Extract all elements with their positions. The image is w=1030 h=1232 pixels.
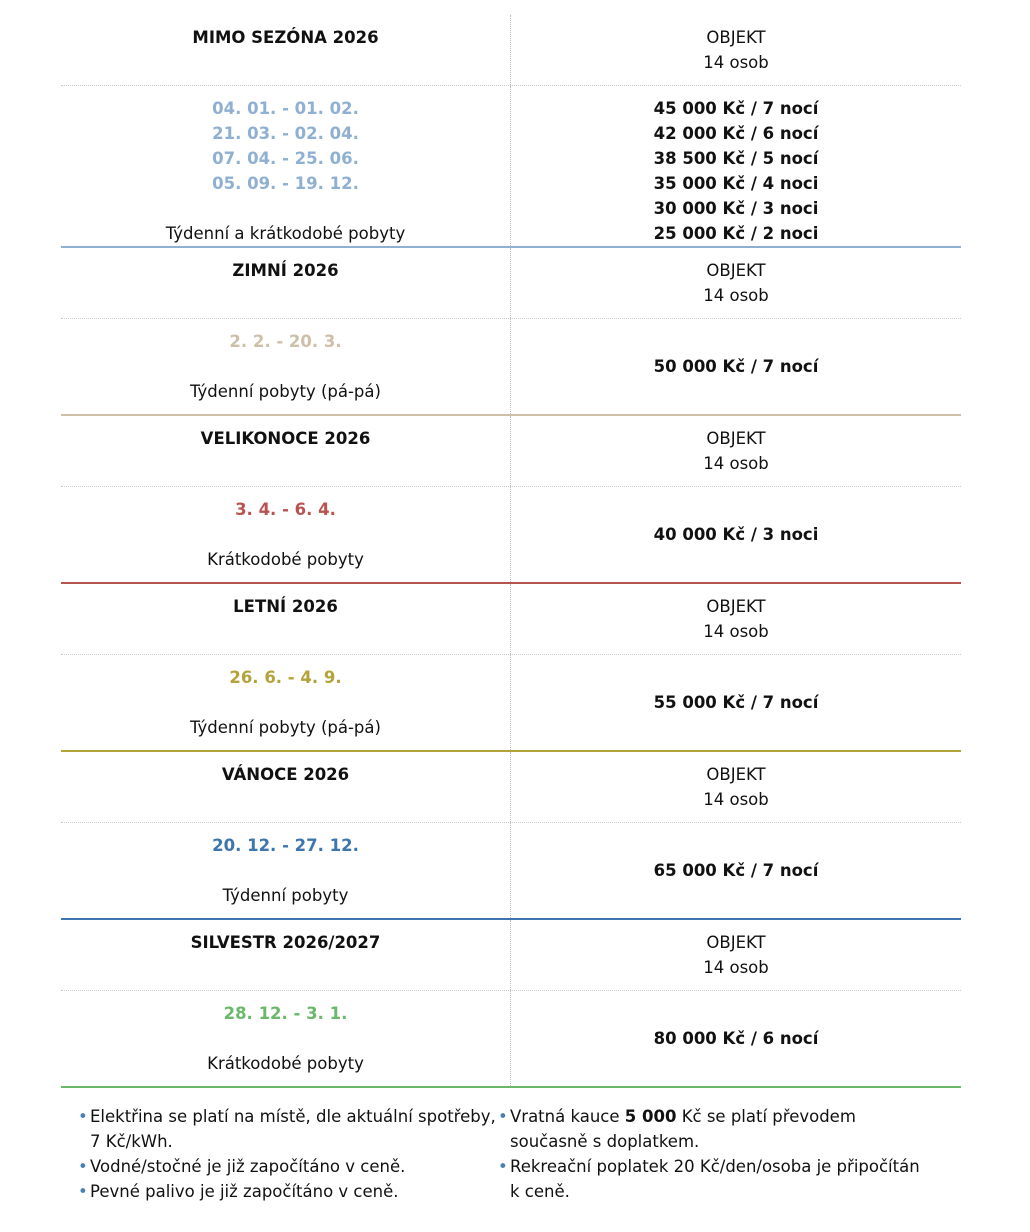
date-range: 05. 09. - 19. 12. xyxy=(212,174,359,193)
season-body-row xyxy=(61,991,961,1088)
season-body-row xyxy=(61,319,961,416)
object-label: OBJEKT xyxy=(706,261,766,280)
note-item xyxy=(498,1154,928,1204)
season-header-row xyxy=(61,920,961,991)
note-text: Vodné/stočné je již započítáno v ceně. xyxy=(90,1157,406,1176)
price-label: 38 500 Kč / 5 nocí xyxy=(653,149,819,168)
season-prices-cell xyxy=(511,655,961,750)
stay-type-label: Týdenní pobyty xyxy=(222,886,349,905)
object-label: OBJEKT xyxy=(706,429,766,448)
season-header-left xyxy=(61,920,511,990)
season-header-right xyxy=(511,416,961,486)
season-dates-cell xyxy=(61,991,511,1086)
note-item xyxy=(498,1104,928,1154)
season-header-row xyxy=(61,15,961,86)
notes-list-right xyxy=(498,1104,928,1204)
season-header-right xyxy=(511,920,961,990)
bullet-icon: • xyxy=(78,1107,88,1126)
object-label: OBJEKT xyxy=(706,933,766,952)
price-label: 80 000 Kč / 6 nocí xyxy=(653,1029,819,1048)
season-header-right xyxy=(511,584,961,654)
price-label: 65 000 Kč / 7 nocí xyxy=(653,861,819,880)
capacity-label: 14 osob xyxy=(703,790,769,809)
season-prices-cell xyxy=(511,823,961,918)
price-label: 45 000 Kč / 7 nocí xyxy=(653,99,819,118)
date-range: 28. 12. - 3. 1. xyxy=(223,1004,348,1023)
note-bold-amount: 5 000 xyxy=(624,1107,677,1126)
date-range: 3. 4. - 6. 4. xyxy=(235,500,336,519)
note-text: Elektřina se platí na místě, dle aktuální spotřeby, 7 Kč/kWh. xyxy=(90,1107,496,1151)
capacity-label: 14 osob xyxy=(703,286,769,305)
season-body-row xyxy=(61,86,961,248)
price-label: 50 000 Kč / 7 nocí xyxy=(653,357,819,376)
season-header-row xyxy=(61,248,961,319)
stay-type-label: Krátkodobé pobyty xyxy=(207,550,364,569)
bullet-icon: • xyxy=(78,1157,88,1176)
season-header-right xyxy=(511,15,961,85)
capacity-label: 14 osob xyxy=(703,53,769,72)
season-title: SILVESTR 2026/2027 xyxy=(190,933,381,952)
stay-type-label: Týdenní a krátkodobé pobyty xyxy=(165,224,406,243)
price-label: 30 000 Kč / 3 noci xyxy=(653,199,819,218)
date-range: 2. 2. - 20. 3. xyxy=(229,332,342,351)
season-header-left xyxy=(61,15,511,85)
season-dates-cell xyxy=(61,86,511,246)
date-range: 21. 03. - 02. 04. xyxy=(212,124,359,143)
season-dates-cell xyxy=(61,319,511,414)
object-label: OBJEKT xyxy=(706,28,766,47)
note-item xyxy=(78,1154,498,1179)
season-title: LETNÍ 2026 xyxy=(233,597,338,616)
price-label: 42 000 Kč / 6 nocí xyxy=(653,124,819,143)
bullet-icon: • xyxy=(498,1157,508,1176)
season-header-left xyxy=(61,584,511,654)
notes-section xyxy=(78,1104,958,1204)
season-dates-cell xyxy=(61,823,511,918)
season-prices-cell xyxy=(511,991,961,1086)
date-range: 04. 01. - 01. 02. xyxy=(212,99,359,118)
price-label: 55 000 Kč / 7 nocí xyxy=(653,693,819,712)
note-text-after: Kč se platí převodem současně s doplatkem. xyxy=(510,1107,856,1151)
capacity-label: 14 osob xyxy=(703,622,769,641)
season-title: VELIKONOCE 2026 xyxy=(200,429,371,448)
stay-type-label: Krátkodobé pobyty xyxy=(207,1054,364,1073)
price-label: 25 000 Kč / 2 noci xyxy=(653,224,819,243)
season-header-left xyxy=(61,752,511,822)
season-body-row xyxy=(61,823,961,920)
season-title: ZIMNÍ 2026 xyxy=(232,261,339,280)
season-header-right xyxy=(511,248,961,318)
stay-type-label: Týdenní pobyty (pá-pá) xyxy=(190,718,381,737)
price-label: 40 000 Kč / 3 noci xyxy=(653,525,819,544)
season-body-row xyxy=(61,487,961,584)
capacity-label: 14 osob xyxy=(703,454,769,473)
capacity-label: 14 osob xyxy=(703,958,769,977)
stay-type-label: Týdenní pobyty (pá-pá) xyxy=(190,382,381,401)
season-header-row xyxy=(61,584,961,655)
season-dates-cell xyxy=(61,655,511,750)
note-text: Rekreační poplatek 20 Kč/den/osoba je připočítán k ceně. xyxy=(510,1157,920,1201)
note-text: Vratná kauce xyxy=(510,1107,625,1126)
date-range: 07. 04. - 25. 06. xyxy=(212,149,359,168)
note-text: Pevné palivo je již započítáno v ceně. xyxy=(90,1182,399,1201)
price-table xyxy=(61,15,961,1088)
season-title: VÁNOCE 2026 xyxy=(221,765,350,784)
notes-list-left xyxy=(78,1104,498,1204)
season-prices-cell xyxy=(511,319,961,414)
note-item xyxy=(78,1104,498,1154)
object-label: OBJEKT xyxy=(706,597,766,616)
bullet-icon: • xyxy=(78,1182,88,1201)
note-item xyxy=(78,1179,498,1204)
season-title: MIMO SEZÓNA 2026 xyxy=(192,28,379,47)
season-body-row xyxy=(61,655,961,752)
date-range: 26. 6. - 4. 9. xyxy=(229,668,342,687)
season-header-left xyxy=(61,248,511,318)
season-dates-cell xyxy=(61,487,511,582)
season-prices-cell xyxy=(511,487,961,582)
season-header-left xyxy=(61,416,511,486)
season-header-row xyxy=(61,416,961,487)
date-range: 20. 12. - 27. 12. xyxy=(212,836,359,855)
season-prices-cell xyxy=(511,86,961,246)
season-header-row xyxy=(61,752,961,823)
season-header-right xyxy=(511,752,961,822)
price-label: 35 000 Kč / 4 noci xyxy=(653,174,819,193)
bullet-icon: • xyxy=(498,1107,508,1126)
object-label: OBJEKT xyxy=(706,765,766,784)
